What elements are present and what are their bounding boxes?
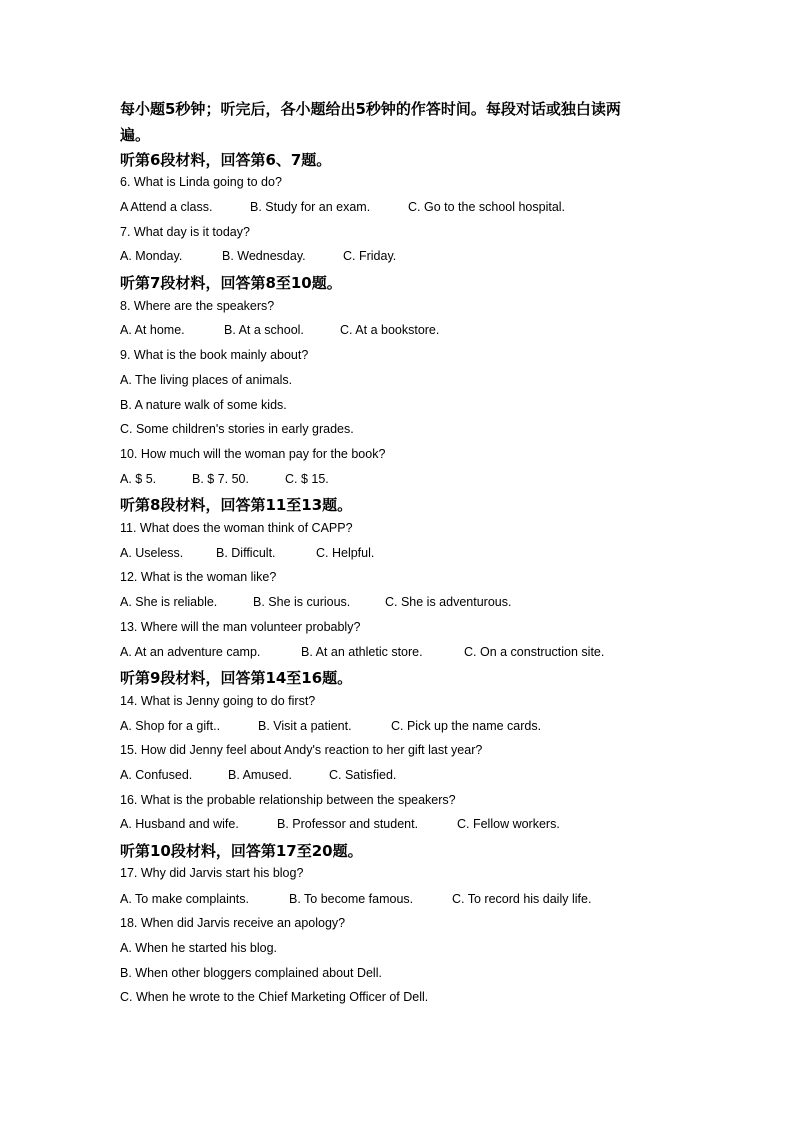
question-14: 14. What is Jenny going to do first? xyxy=(120,694,316,708)
question-11: 11. What does the woman think of CAPP? xyxy=(120,521,353,535)
question-10-option-a: A. $ 5. xyxy=(120,472,157,486)
question-6-option-b: B. Study for an exam. xyxy=(250,200,371,214)
question-18: 18. When did Jarvis receive an apology? xyxy=(120,916,346,930)
question-7-option-b: B. Wednesday. xyxy=(222,249,306,263)
question-12-option-a: A. She is reliable. xyxy=(120,595,218,609)
question-14-option-a: A. Shop for a gift.. xyxy=(120,719,221,733)
question-13: 13. Where will the man volunteer probably? xyxy=(120,620,361,634)
question-10-option-b: B. $ 7. 50. xyxy=(192,472,249,486)
question-15-option-c: C. Satisfied. xyxy=(329,768,397,782)
question-7-option-c: C. Friday. xyxy=(343,249,397,263)
question-9: 9. What is the book mainly about? xyxy=(120,348,309,362)
question-15-option-a: A. Confused. xyxy=(120,768,193,782)
question-6-option-c: C. Go to the school hospital. xyxy=(408,200,566,214)
question-12: 12. What is the woman like? xyxy=(120,570,277,584)
question-9-option-a: A. The living places of animals. xyxy=(120,373,293,387)
question-18-option-a: A. When he started his blog. xyxy=(120,941,278,955)
question-9-option-c: C. Some children's stories in early grades. xyxy=(120,422,354,436)
question-11-option-c: C. Helpful. xyxy=(316,546,375,560)
section-heading-7: 听第7段材料，回答第8至10题。 xyxy=(120,274,342,292)
question-17-option-a: A. To make complaints. xyxy=(120,892,249,906)
intro-line-1: 每小题5秒钟；听完后，各小题给出5秒钟的作答时间。每段对话或独白读两 xyxy=(120,100,621,118)
question-14-option-b: B. Visit a patient. xyxy=(258,719,352,733)
question-13-option-c: C. On a construction site. xyxy=(464,645,605,659)
question-12-option-c: C. She is adventurous. xyxy=(385,595,512,609)
question-6-option-a: A Attend a class. xyxy=(120,200,213,214)
question-8-option-a: A. At home. xyxy=(120,323,185,337)
question-15-option-b: B. Amused. xyxy=(228,768,292,782)
question-16-option-c: C. Fellow workers. xyxy=(457,817,560,831)
question-13-option-a: A. At an adventure camp. xyxy=(120,645,261,659)
question-7: 7. What day is it today? xyxy=(120,225,250,239)
section-heading-10: 听第10段材料，回答第17至20题。 xyxy=(120,842,363,860)
question-18-option-b: B. When other bloggers complained about Dell. xyxy=(120,966,382,980)
question-11-option-a: A. Useless. xyxy=(120,546,184,560)
question-18-option-c: C. When he wrote to the Chief Marketing Officer of Dell. xyxy=(120,990,429,1004)
question-16-option-a: A. Husband and wife. xyxy=(120,817,239,831)
question-17-option-c: C. To record his daily life. xyxy=(452,892,592,906)
question-8-option-b: B. At a school. xyxy=(224,323,304,337)
question-17: 17. Why did Jarvis start his blog? xyxy=(120,866,304,880)
question-16-option-b: B. Professor and student. xyxy=(277,817,419,831)
question-14-option-c: C. Pick up the name cards. xyxy=(391,719,542,733)
question-10: 10. How much will the woman pay for the book? xyxy=(120,447,386,461)
question-13-option-b: B. At an athletic store. xyxy=(301,645,423,659)
question-6: 6. What is Linda going to do? xyxy=(120,175,282,189)
question-7-option-a: A. Monday. xyxy=(120,249,183,263)
section-heading-9: 听第9段材料，回答第14至16题。 xyxy=(120,669,353,687)
question-12-option-b: B. She is curious. xyxy=(253,595,351,609)
question-15: 15. How did Jenny feel about Andy's reaction to her gift last year? xyxy=(120,743,483,757)
question-10-option-c: C. $ 15. xyxy=(285,472,329,486)
question-9-option-b: B. A nature walk of some kids. xyxy=(120,398,287,412)
question-8: 8. Where are the speakers? xyxy=(120,299,275,313)
question-11-option-b: B. Difficult. xyxy=(216,546,276,560)
section-heading-6: 听第6段材料，回答第6、7题。 xyxy=(120,151,332,169)
question-8-option-c: C. At a bookstore. xyxy=(340,323,440,337)
question-17-option-b: B. To become famous. xyxy=(289,892,414,906)
intro-line-2: 遍。 xyxy=(120,126,151,144)
question-16: 16. What is the probable relationship between the speakers? xyxy=(120,793,456,807)
section-heading-8: 听第8段材料，回答第11至13题。 xyxy=(120,496,353,514)
